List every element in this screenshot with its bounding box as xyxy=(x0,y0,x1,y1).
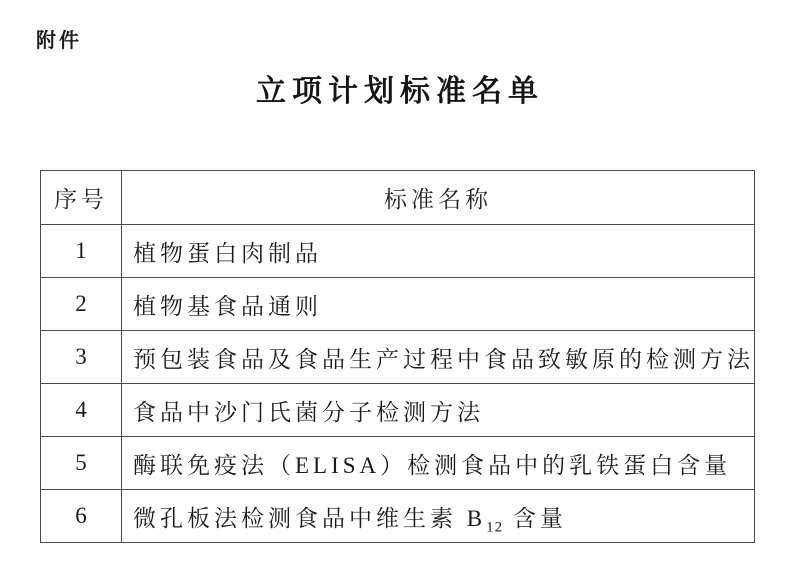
standard-name-cell: 食品中沙门氏菌分子检测方法 xyxy=(122,384,755,437)
standards-table xyxy=(40,170,755,543)
table-header-row xyxy=(41,171,755,225)
standard-name-text: 含量 xyxy=(503,505,567,531)
standard-name-cell xyxy=(122,490,755,543)
standard-name-cell: 植物基食品通则 xyxy=(122,278,755,331)
row-number-cell: 5 xyxy=(41,437,122,490)
table-row xyxy=(41,384,755,437)
table-row xyxy=(41,437,755,490)
table-row xyxy=(41,278,755,331)
col-header-standard-name: 标准名称 xyxy=(122,171,755,225)
row-number-cell: 2 xyxy=(41,278,122,331)
row-number-cell: 3 xyxy=(41,331,122,384)
standard-name-cell: 植物蛋白肉制品 xyxy=(122,225,755,278)
standard-name-cell: 酶联免疫法（ELISA）检测食品中的乳铁蛋白含量 xyxy=(122,437,755,490)
table-header xyxy=(41,171,755,225)
table-row xyxy=(41,225,755,278)
table-body xyxy=(41,225,755,543)
table-row xyxy=(41,331,755,384)
page-title: 立项计划标准名单 xyxy=(256,75,544,108)
standard-name-cell: 预包装食品及食品生产过程中食品致敏原的检测方法 xyxy=(122,331,755,384)
row-number-cell: 6 xyxy=(41,490,122,543)
attachment-label: 附件 xyxy=(36,30,82,52)
row-number-cell: 4 xyxy=(41,384,122,437)
standard-name-text: 微孔板法检测食品中维生素 B xyxy=(133,505,487,531)
subscript-text: 12 xyxy=(486,519,504,536)
col-header-serial-number: 序号 xyxy=(41,171,122,225)
table-row xyxy=(41,490,755,543)
row-number-cell: 1 xyxy=(41,225,122,278)
